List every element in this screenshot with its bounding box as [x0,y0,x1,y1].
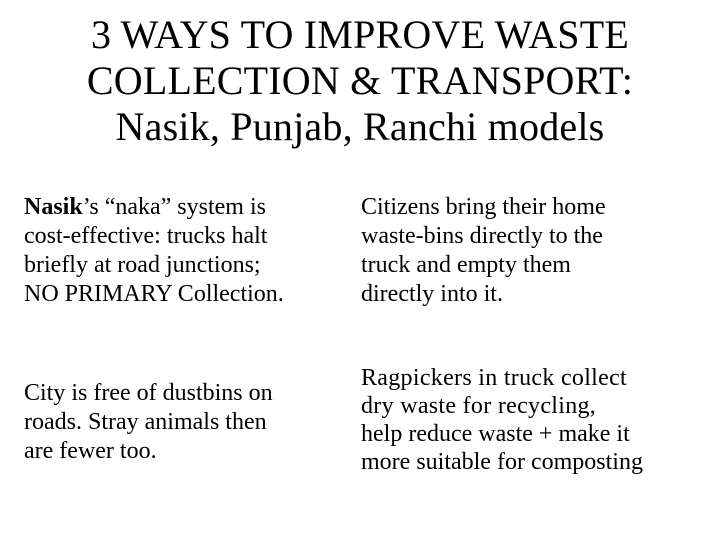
text-line: NO PRIMARY Collection. [24,281,284,307]
ragpickers-recycling-text [361,364,643,476]
text-line: cost-effective: trucks halt [24,223,268,249]
text-line: Ragpickers in truck collect [361,365,628,391]
slide-title [0,12,720,150]
text-line: help reduce waste + make it [361,421,630,447]
nasik-bold-label: Nasik [24,194,83,220]
text-line: briefly at road junctions; [24,252,261,278]
text-line: are fewer too. [24,438,157,464]
text-line [24,193,284,222]
text-line: roads. Stray animals then [24,409,267,435]
nasik-naka-system-text [24,193,284,309]
text-line: more suitable for composting [361,449,643,475]
text-line: Citizens bring their home [361,194,606,220]
citizens-bring-bins-text [361,193,606,309]
title-line-2: COLLECTION & TRANSPORT: [86,58,634,103]
title-line-1: 3 WAYS TO IMPROVE WASTE [90,12,630,57]
city-free-of-dustbins-text [24,379,273,466]
title-line-3: Nasik, Punjab, Ranchi models [115,104,605,149]
text-line: directly into it. [361,281,503,307]
text-line: dry waste for recycling, [361,393,597,419]
text-line: waste-bins directly to the [361,223,603,249]
text-line: truck and empty them [361,252,571,278]
text-line-rest: ’s “naka” system is [82,194,266,220]
text-line: City is free of dustbins on [24,380,273,406]
